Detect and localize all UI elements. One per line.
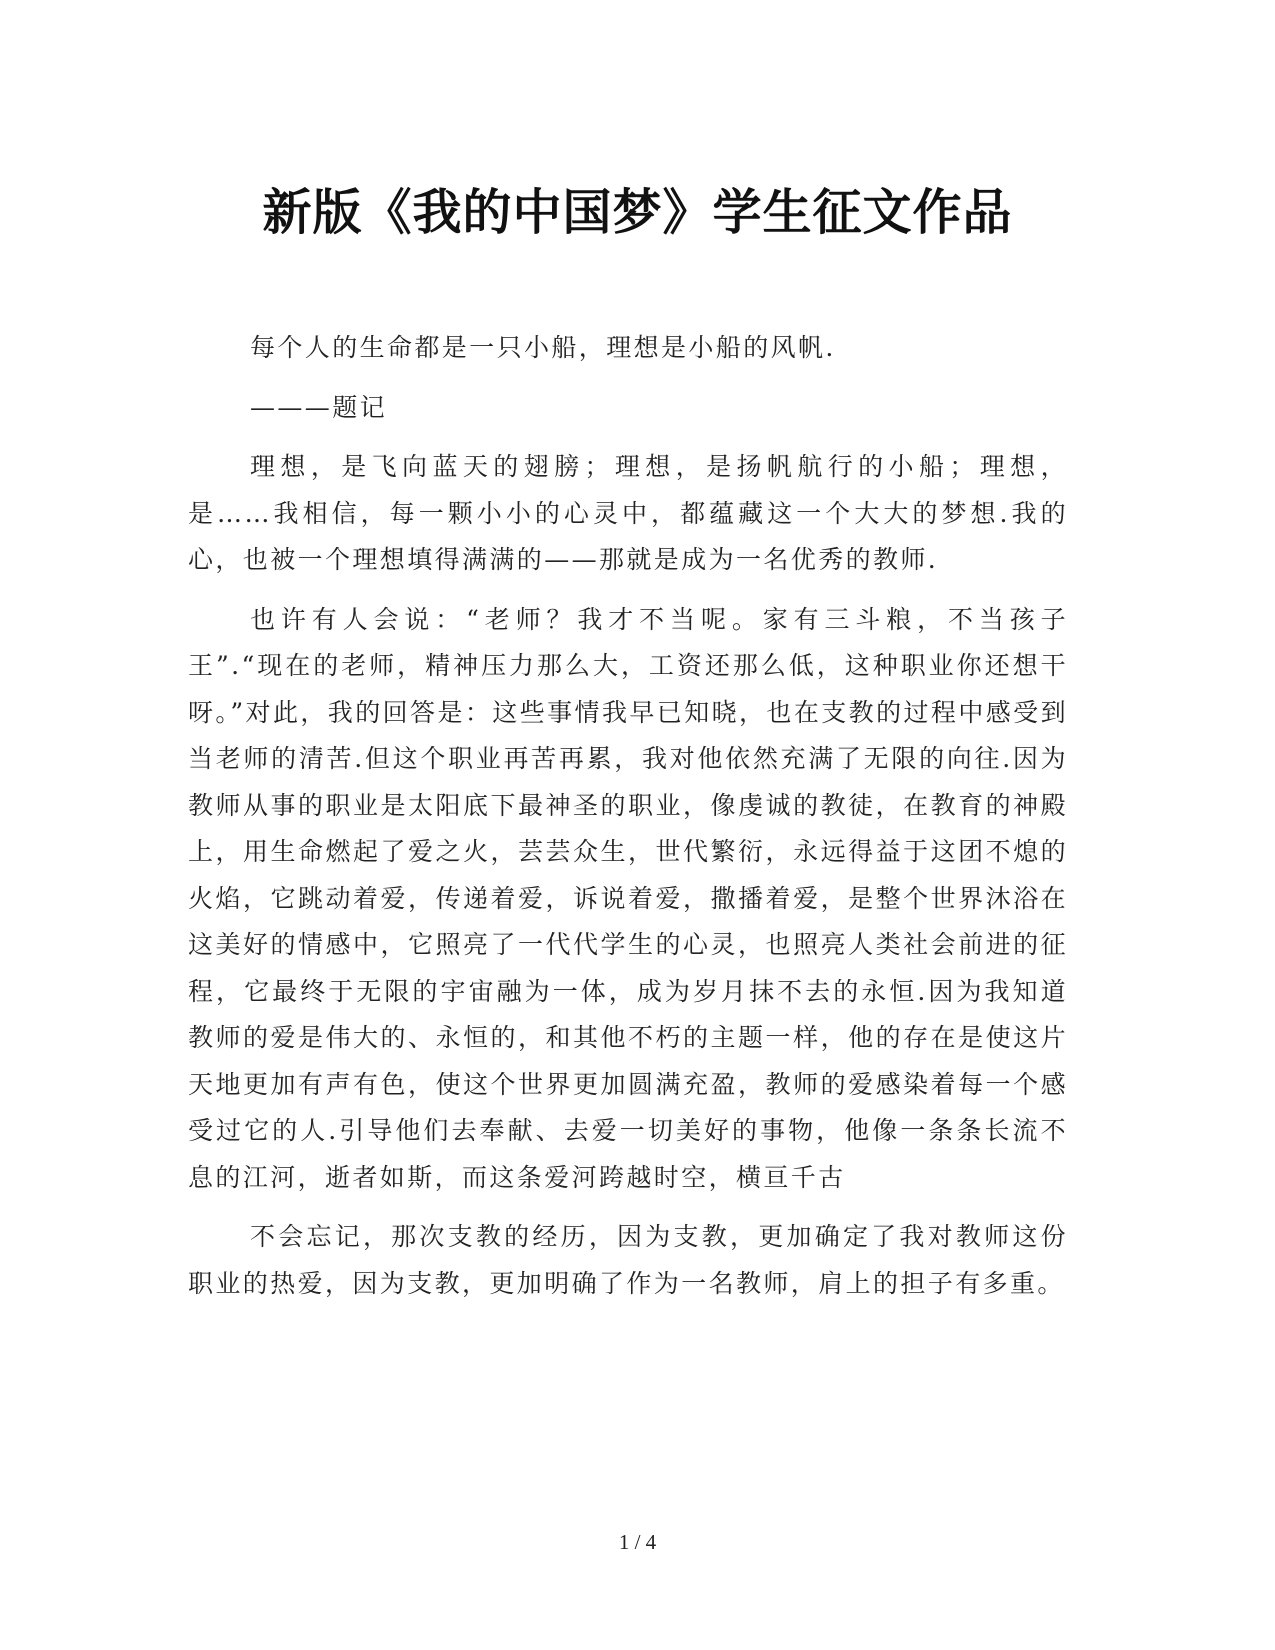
page-number: 1 / 4 [618, 1530, 657, 1554]
epigraph-line: 每个人的生命都是一只小船，理想是小船的风帆. [250, 333, 836, 362]
paragraph-volunteer-teaching: 不会忘记，那次支教的经历，因为支教，更加确定了我对教师这份职业的热爱，因为支教，更加明确了作为一名教师，肩上的担子有多重。 [188, 1222, 1068, 1298]
paragraph-teacher-career: 也许有人会说：“老师？我才不当呢。家有三斗粮，不当孩子王”.“现在的老师，精神压力那么大，工资还那么低，这种职业你还想干呀。”对此，我的回答是：这些事情我早已知晓，也在支教的过程中感受到当老师的清苦.但这个职业再苦再累，我对他依然充满了无限的向往.因为教师从事的职业是太阳底下最神圣的职业，像虔诚的教徒，在教育的神殿上，用生命燃起了爱之火，芸芸众生，世代繁衍，永远得益于这团不熄的火焰，它跳动着爱，传递着爱，诉说着爱，撒播着爱，是整个世界沐浴在这美好的情感中，它照亮了一代代学生的心灵，也照亮人类社会前进的征程，它最终于无限的宇宙融为一体，成为岁月抹不去的永恒.因为我知道教师的爱是伟大的、永恒的，和其他不朽的主题一样，他的存在是使这片天地更加有声有色，使这个世界更加圆满充盈，教师的爱感染着每一个感受过它的人.引导他们去奉献、去爱一切美好的事物，他像一条条长流不息的江河，逝者如斯，而这条爱河跨越时空，横亘千古 [188, 604, 1068, 1192]
epigraph-attribution: ———题记 [250, 392, 388, 422]
paragraph-ideal: 理想，是飞向蓝天的翅膀；理想，是扬帆航行的小船；理想，是……我相信，每一颗小小的心灵中，都蕴藏这一个大大的梦想.我的心，也被一个理想填得满满的——那就是成为一名优秀的教师. [188, 452, 1068, 574]
page-title: 新版《我的中国梦》学生征文作品 [262, 183, 1013, 241]
article-body [188, 325, 1068, 1320]
